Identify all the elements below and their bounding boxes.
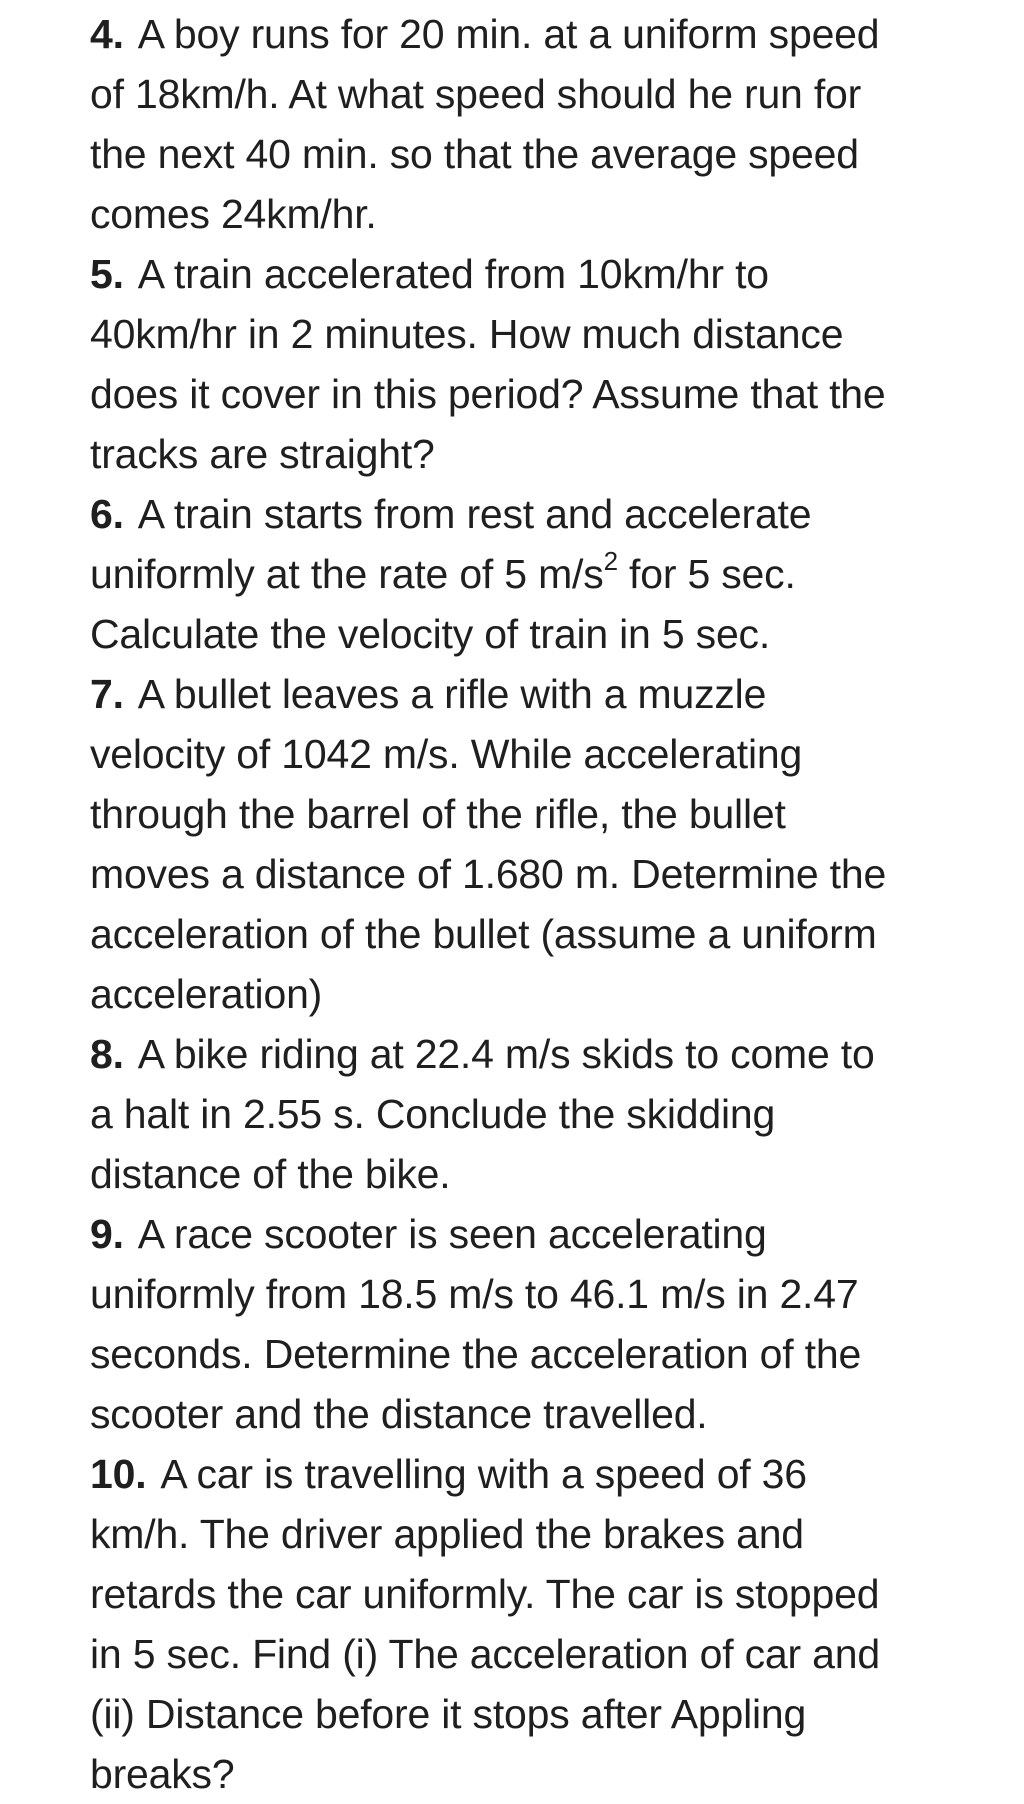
question-text: acceleration of the bullet (assume a uniform [90,911,877,957]
question-text: a halt in 2.55 s. Conclude the skidding [90,1091,776,1137]
question-text: retards the car uniformly. The car is stopped [90,1571,880,1617]
question-number: 4. [90,11,124,57]
question-5 [90,244,950,484]
question-text: (ii) Distance before it stops after Appling [90,1691,807,1737]
question-line [90,1204,950,1264]
question-text: moves a distance of 1.680 m. Determine the [90,851,887,897]
question-text: km/h. The driver applied the brakes and [90,1511,804,1557]
question-line [90,1444,950,1504]
question-text: velocity of 1042 m/s. While accelerating [90,731,803,777]
question-7 [90,664,950,1024]
question-text: the next 40 min. so that the average speed [90,131,859,177]
question-text: Calculate the velocity of train in 5 sec. [90,611,771,657]
question-line [90,544,950,604]
question-text: acceleration) [90,971,323,1017]
question-text: of 18km/h. At what speed should he run for [90,71,862,117]
question-text: A car is travelling with a speed of 36 [160,1451,807,1497]
question-line [90,484,950,544]
question-8 [90,1024,950,1204]
question-text: A train accelerated from 10km/hr to [137,251,769,297]
question-text: 40km/hr in 2 minutes. How much distance [90,311,844,357]
question-6 [90,484,950,664]
question-10 [90,1444,950,1804]
question-text: comes 24km/hr. [90,191,377,237]
question-text: A bullet leaves a rifle with a muzzle [137,671,767,717]
question-number: 6. [90,491,124,537]
question-line [90,664,950,724]
question-number: 10. [90,1451,147,1497]
question-text: for 5 sec. [617,551,796,597]
question-text: does it cover in this period? Assume that the [90,371,886,417]
question-text: A train starts from rest and accelerate [137,491,812,537]
question-text: distance of the bike. [90,1151,451,1197]
question-line [90,1024,950,1084]
question-text: tracks are straight? [90,431,435,477]
superscript-exponent: 2 [603,546,618,576]
question-number: 7. [90,671,124,717]
question-text: A boy runs for 20 min. at a uniform speed [137,11,880,57]
question-4 [90,4,950,244]
question-text: A bike riding at 22.4 m/s skids to come to [137,1031,875,1077]
question-text: scooter and the distance travelled. [90,1391,708,1437]
question-line [90,244,950,304]
question-number: 8. [90,1031,124,1077]
question-text: through the barrel of the rifle, the bullet [90,791,786,837]
question-text: breaks? [90,1751,235,1797]
question-line [90,4,950,64]
question-text: in 5 sec. Find (i) The acceleration of car and [90,1631,880,1677]
question-text: A race scooter is seen accelerating [137,1211,767,1257]
question-text: uniformly from 18.5 m/s to 46.1 m/s in 2.47 [90,1271,859,1317]
question-text: uniformly at the rate of 5 m/s [90,551,604,597]
question-number: 5. [90,251,124,297]
question-9 [90,1204,950,1444]
question-text: seconds. Determine the acceleration of the [90,1331,862,1377]
question-number: 9. [90,1211,124,1257]
